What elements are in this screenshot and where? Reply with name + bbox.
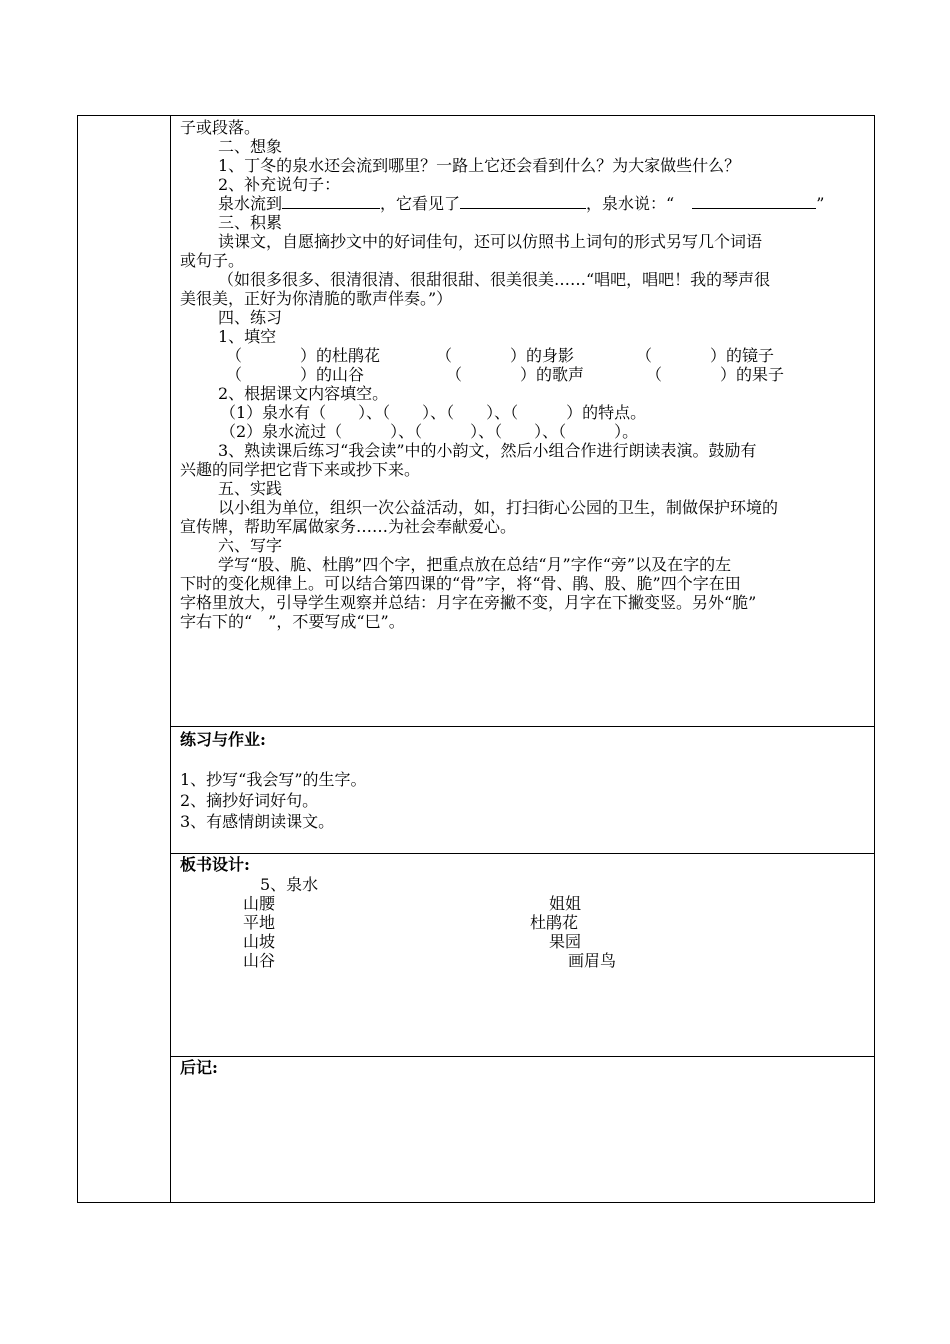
board-left-item: 山腰	[243, 894, 276, 913]
board-right-item: 果园	[549, 932, 582, 951]
fill-item: （	[646, 365, 663, 384]
left-column	[78, 116, 171, 1202]
fill-item: ）的杜鹃花	[300, 346, 381, 365]
text-line: 字右下的“ ”，不要写成“巳”。	[180, 612, 405, 631]
divider-homework	[171, 726, 874, 727]
fill-item: （	[226, 346, 243, 365]
text-line: 学写“股、脆、杜鹃”四个字，把重点放在总结“月”字作“旁”以及在字的左	[218, 555, 732, 574]
text-line: 子或段落。	[180, 118, 261, 137]
text-fragment: ，它看见了	[380, 194, 461, 213]
text-fragment: ”	[816, 194, 825, 213]
divider-board	[171, 853, 874, 854]
text-line: 3、熟读课后练习“我会读”中的小韵文，然后小组合作进行朗读表演。鼓励有	[218, 441, 757, 460]
text-line: 读课文，自愿摘抄文中的好词佳句，还可以仿照书上词句的形式另写几个词语	[218, 232, 763, 251]
homework-item: 1、抄写“我会写”的生字。	[180, 770, 367, 789]
blank-line	[282, 194, 380, 209]
fill-item: （	[636, 346, 653, 365]
text-line: 宣传牌，帮助军属做家务……为社会奉献爱心。	[180, 517, 517, 536]
board-heading: 5、泉水	[260, 875, 319, 894]
fill-item: ）的镜子	[710, 346, 775, 365]
section-heading: 二、想象	[218, 137, 283, 156]
section-heading: 六、写字	[218, 536, 283, 555]
text-line: 或句子。	[180, 251, 245, 270]
board-left-item: 山坡	[243, 932, 276, 951]
homework-title: 练习与作业:	[180, 730, 266, 749]
fill-item: （	[226, 365, 243, 384]
board-right-item: 杜鹃花	[530, 913, 579, 932]
text-fragment: 泉水流到	[218, 194, 283, 213]
section-heading: 三、积累	[218, 213, 283, 232]
text-line: 2、根据课文内容填空。	[218, 384, 389, 403]
fill-item: ）的果子	[720, 365, 785, 384]
section-heading: 五、实践	[218, 479, 283, 498]
homework-item: 3、有感情朗读课文。	[180, 812, 335, 831]
fill-item: ）的山谷	[300, 365, 365, 384]
text-line: （如很多很多、很清很清、很甜很甜、很美很美……“唱吧，唱吧！我的琴声很	[218, 270, 771, 289]
board-right-item: 画眉鸟	[568, 951, 617, 970]
text-line: 2、补充说句子：	[218, 175, 341, 194]
homework-item: 2、摘抄好词好句。	[180, 791, 319, 810]
text-line: 兴趣的同学把它背下来或抄下来。	[180, 460, 421, 479]
text-line: 1、丁冬的泉水还会流到哪里？一路上它还会看到什么？为大家做些什么？	[218, 156, 741, 175]
postscript-title: 后记:	[180, 1058, 218, 1077]
fill-item: ）的歌声	[520, 365, 585, 384]
fill-sentence	[218, 194, 824, 213]
text-fragment: ，泉水说：“	[586, 194, 675, 213]
text-line: 下时的变化规律上。可以结合第四课的“骨”字，将“骨、鹃、股、脆”四个字在田	[180, 574, 741, 593]
text-line: （2）泉水流过（ ）、（ ）、（ ）、（ ）。	[220, 422, 639, 441]
board-left-item: 平地	[243, 913, 276, 932]
blank-line	[692, 194, 816, 209]
fill-item: （	[436, 346, 453, 365]
divider-postscript	[171, 1056, 874, 1057]
section-heading: 四、练习	[218, 308, 283, 327]
board-title: 板书设计:	[180, 855, 250, 874]
text-line: （1）泉水有（ ）、（ ）、（ ）、（ ）的特点。	[220, 403, 647, 422]
fill-item: （	[446, 365, 463, 384]
board-left-item: 山谷	[243, 951, 276, 970]
blank-line	[460, 194, 586, 209]
text-line: 美很美，正好为你清脆的歌声伴奏。”）	[180, 289, 453, 308]
text-line: 以小组为单位，组织一次公益活动，如，打扫街心公园的卫生，制做保护环境的	[218, 498, 779, 517]
fill-item: ）的身影	[510, 346, 575, 365]
text-line: 1、填空	[218, 327, 277, 346]
text-line: 字格里放大，引导学生观察并总结：月字在旁撇不变，月字在下撇变竖。另外“脆”	[180, 593, 757, 612]
board-right-item: 姐姐	[549, 894, 582, 913]
